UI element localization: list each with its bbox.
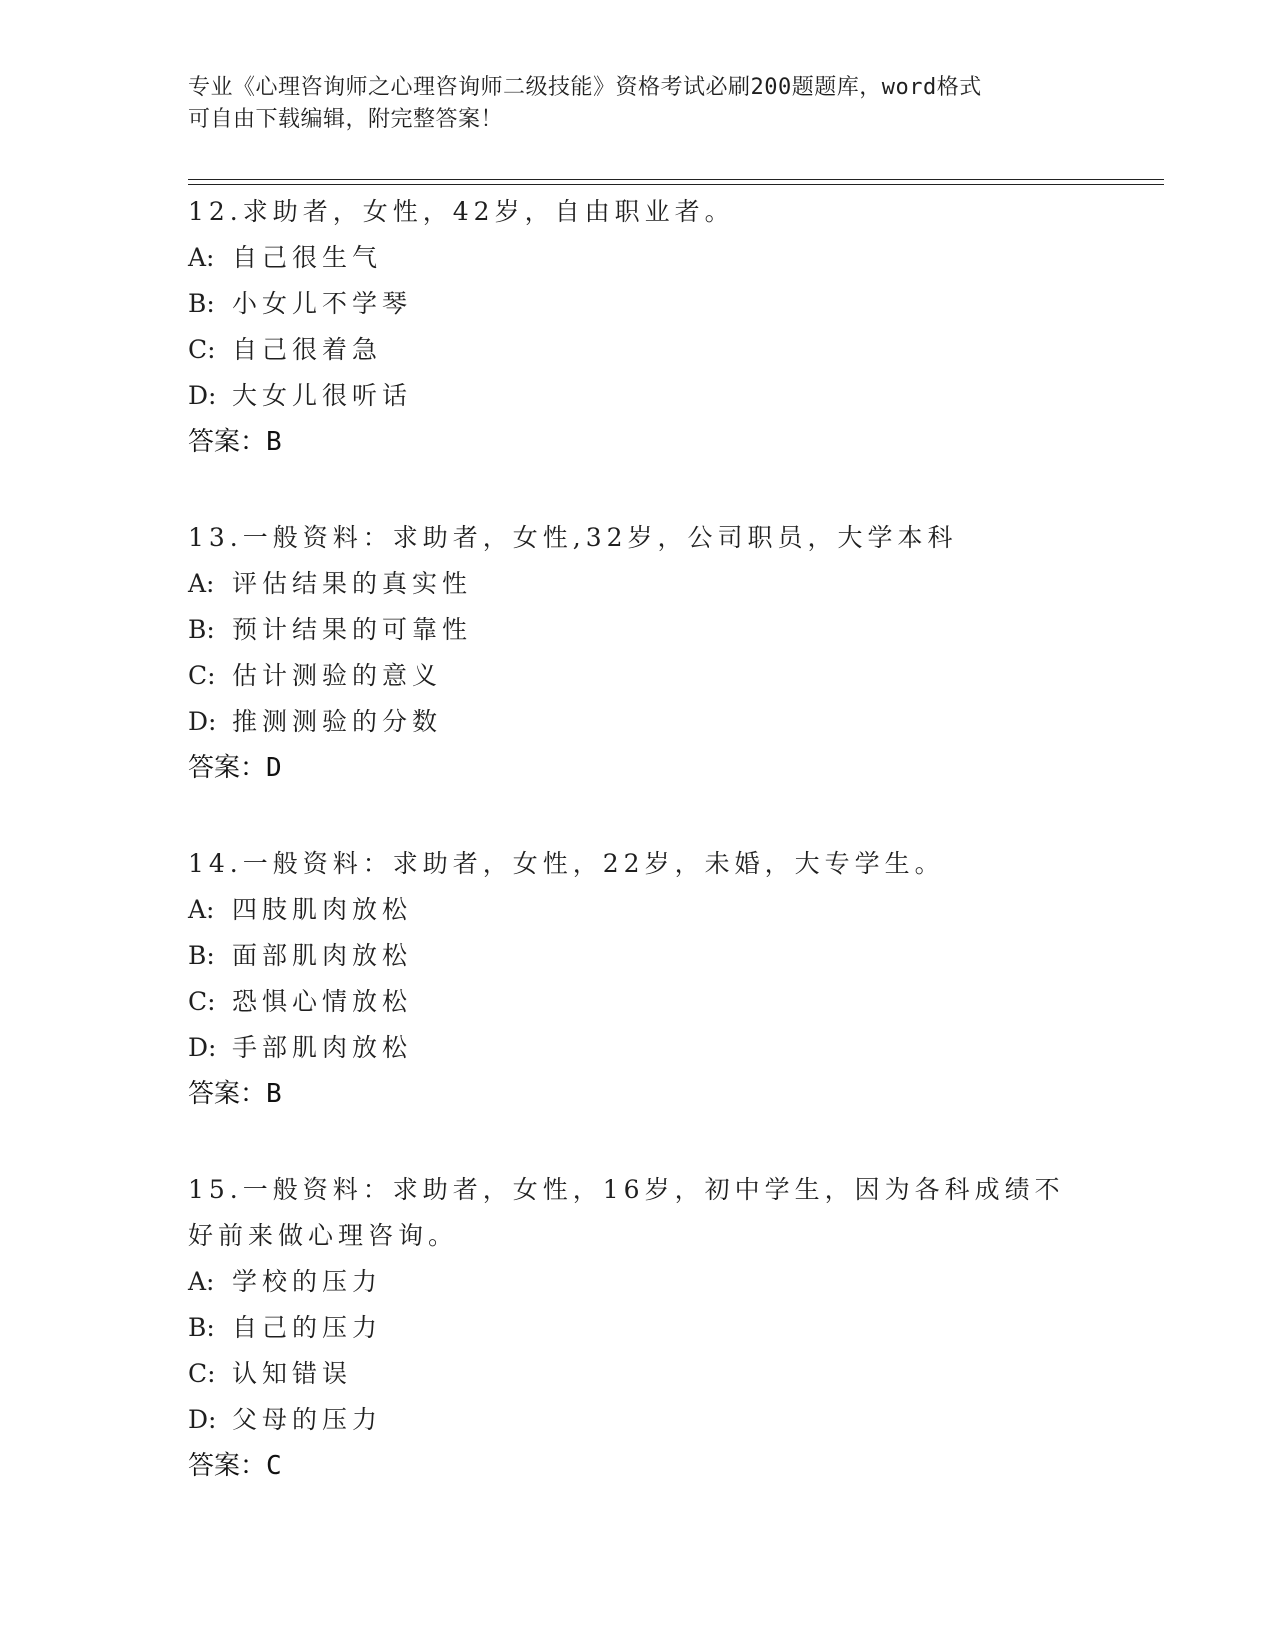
answer-value: D [266, 753, 282, 783]
option-key: D: [188, 1405, 217, 1434]
option-text: 小女儿不学琴 [232, 289, 413, 318]
option-b [188, 281, 1088, 327]
option-key: D: [188, 1033, 217, 1062]
option-key: C: [188, 661, 216, 690]
question-stem: 15.一般资料：求助者，女性，16岁，初中学生，因为各科成绩不好前来做心理咨询。 [188, 1175, 1065, 1250]
question-stem: 12.求助者，女性，42岁，自由职业者。 [188, 197, 735, 226]
header-line-2: 可自由下载编辑，附完整答案！ [188, 107, 504, 132]
answer-label: 答案： [188, 1079, 267, 1109]
option-key: D: [188, 707, 217, 736]
option-key: C: [188, 987, 216, 1016]
option-a [188, 1259, 1088, 1305]
option-text: 恐惧心情放松 [232, 987, 413, 1016]
header-divider-top [188, 179, 1164, 180]
option-d [188, 1025, 1088, 1071]
option-text: 面部肌肉放松 [232, 941, 413, 970]
option-a [188, 235, 1088, 281]
option-c [188, 653, 1088, 699]
option-key: A: [188, 895, 215, 924]
option-b [188, 933, 1088, 979]
option-key: A: [188, 1267, 215, 1296]
document-header [188, 72, 1068, 136]
answer-label: 答案： [188, 753, 267, 783]
answer-label: 答案： [188, 1451, 267, 1481]
question-15 [188, 1167, 1088, 1489]
answer-line [188, 1443, 1088, 1489]
option-b [188, 607, 1088, 653]
option-text: 认知错误 [232, 1359, 353, 1388]
option-text: 手部肌肉放松 [232, 1033, 413, 1062]
option-d [188, 699, 1088, 745]
option-key: C: [188, 1359, 216, 1388]
option-text: 大女儿很听话 [232, 381, 413, 410]
question-stem: 14.一般资料：求助者，女性，22岁，未婚，大专学生。 [188, 849, 945, 878]
option-a [188, 887, 1088, 933]
option-key: B: [188, 615, 215, 644]
option-c [188, 1351, 1088, 1397]
option-text: 自己的压力 [232, 1313, 383, 1342]
answer-label: 答案： [188, 427, 267, 457]
question-12 [188, 189, 1088, 465]
question-list [188, 189, 1088, 1539]
option-c [188, 979, 1088, 1025]
option-text: 自己很生气 [232, 243, 383, 272]
option-c [188, 327, 1088, 373]
option-text: 评估结果的真实性 [232, 569, 473, 598]
answer-line [188, 419, 1088, 465]
question-stem: 13.一般资料：求助者，女性,32岁，公司职员，大学本科 [188, 523, 958, 552]
question-13 [188, 515, 1088, 791]
question-14 [188, 841, 1088, 1117]
option-a [188, 561, 1088, 607]
option-text: 父母的压力 [232, 1405, 383, 1434]
header-divider-bottom [188, 184, 1164, 185]
answer-line [188, 745, 1088, 791]
answer-line [188, 1071, 1088, 1117]
answer-value: B [266, 1079, 282, 1109]
option-key: B: [188, 941, 215, 970]
option-key: D: [188, 381, 217, 410]
option-key: B: [188, 289, 215, 318]
option-text: 推测测验的分数 [232, 707, 443, 736]
header-line-1: 专业《心理咨询师之心理咨询师二级技能》资格考试必刷200题题库，word格式 [188, 75, 982, 100]
option-text: 预计结果的可靠性 [232, 615, 473, 644]
option-text: 估计测验的意义 [232, 661, 443, 690]
option-text: 学校的压力 [232, 1267, 383, 1296]
option-text: 四肢肌肉放松 [232, 895, 413, 924]
option-key: C: [188, 335, 216, 364]
option-b [188, 1305, 1088, 1351]
answer-value: B [266, 427, 282, 457]
option-d [188, 373, 1088, 419]
option-key: A: [188, 243, 215, 272]
option-text: 自己很着急 [232, 335, 383, 364]
option-d [188, 1397, 1088, 1443]
option-key: B: [188, 1313, 215, 1342]
option-key: A: [188, 569, 215, 598]
answer-value: C [266, 1451, 282, 1481]
